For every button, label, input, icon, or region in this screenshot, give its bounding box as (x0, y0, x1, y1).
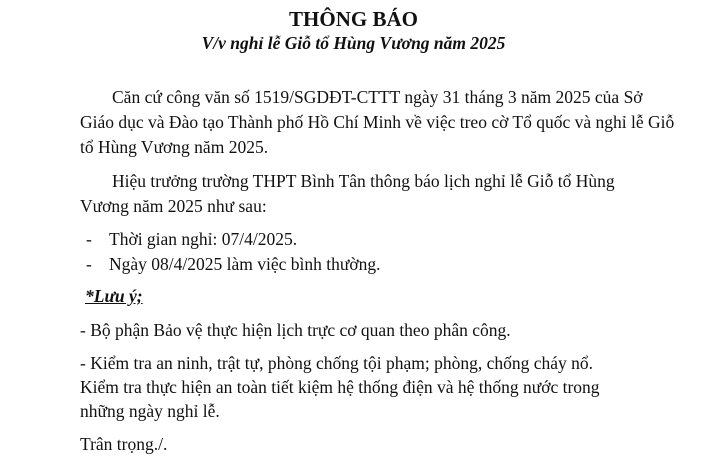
note-item-inspection-line-3: những ngày nghỉ lễ. (80, 401, 220, 421)
closing-text: Trân trọng./. (80, 434, 168, 454)
schedule-item-workday: Ngày 08/4/2025 làm việc bình thường. (109, 254, 381, 274)
schedule-item-holiday: Thời gian nghỉ: 07/4/2025. (109, 229, 298, 249)
paragraph-1-line-1: Căn cứ công văn số 1519/SGDĐT-CTTT ngày 31 tháng 3 năm 2025 của Sở (112, 87, 643, 107)
note-heading: *Lưu ý; (85, 286, 143, 306)
schedule-bullet: - (86, 254, 92, 274)
note-item-inspection-line-2: Kiểm tra thực hiện an toàn tiết kiệm hệ thống điện và hệ thống nước trong (80, 377, 600, 397)
note-item-security: - Bộ phận Bảo vệ thực hiện lịch trực cơ quan theo phân công. (80, 320, 511, 340)
paragraph-1-line-3: tổ Hùng Vương năm 2025. (80, 137, 269, 157)
schedule-bullet: - (86, 229, 92, 249)
document-title: THÔNG BÁO (289, 7, 418, 31)
note-item-inspection-line-1: - Kiểm tra an ninh, trật tự, phòng chống tội phạm; phòng, chống cháy nổ. (80, 353, 593, 373)
paragraph-2-line-1: Hiệu trưởng trường THPT Bình Tân thông báo lịch nghỉ lễ Giỗ tổ Hùng (112, 171, 615, 191)
document-subject: V/v nghỉ lễ Giỗ tổ Hùng Vương năm 2025 (201, 33, 506, 53)
paragraph-2-line-2: Vương năm 2025 như sau: (80, 196, 267, 216)
paragraph-1-line-2: Giáo dục và Đào tạo Thành phố Hồ Chí Minh về việc treo cờ Tổ quốc và nghỉ lễ Giỗ (80, 112, 675, 132)
